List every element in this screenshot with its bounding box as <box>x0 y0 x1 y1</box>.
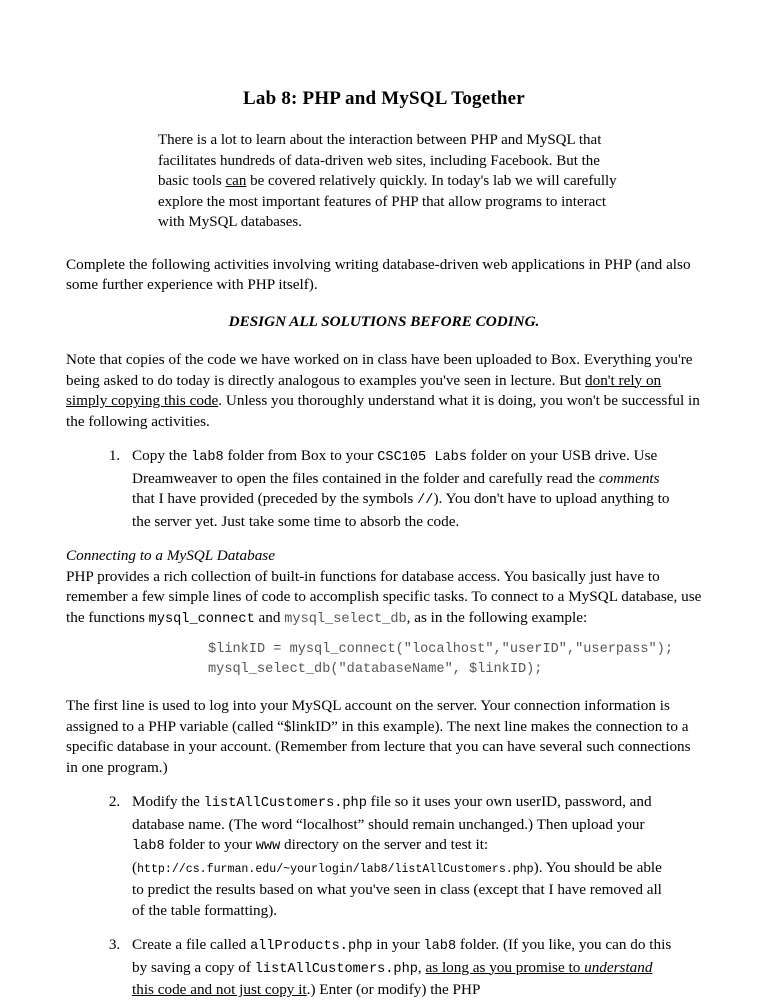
intro-text-part2: be covered relatively quickly. In today's lab we will carefully explore the most important features of PHP that allow programs to interact with MySQL databases. <box>158 173 617 230</box>
task1-text-1: Copy the <box>132 447 192 464</box>
list-item-task-1 <box>124 446 672 532</box>
task2-code-listallcustomers: listAllCustomers.php <box>203 796 367 811</box>
task3-text-4: , <box>417 958 426 976</box>
task2-text-5: ). You should be able to predict the results based on what you've seen in class (except that I have removed all of the table formatting). <box>132 858 662 919</box>
task2-url[interactable]: http://cs.furman.edu/~yourlogin/lab8/listAllCustomers.php <box>137 862 534 876</box>
task1-text-4: that I have provided (preceded by the symbols <box>132 490 418 507</box>
task3-underline-2: this code and not just copy it <box>132 981 307 998</box>
task2-code-lab8: lab8 <box>132 839 165 854</box>
task1-text-2: folder from Box to your <box>223 447 378 464</box>
first-line-explanation-paragraph: The first line is used to log into your MySQL account on the server. Your connection information is assigned to a PHP variable (called “$linkID” in this example). The next line makes the connection to a specific database in your account. (Remember from lecture that you can have several such connections in one program.) <box>66 697 691 776</box>
task3-code-listallcustomers: listAllCustomers.php <box>254 961 418 977</box>
task1-italic-comments: comments <box>598 469 660 487</box>
section-heading-connecting: Connecting to a MySQL Database <box>66 547 275 564</box>
php-text-3: , as in the following example: <box>406 608 588 626</box>
code-line-2: mysql_select_db("databaseName", $linkID); <box>208 662 543 677</box>
task3-code-lab8: lab8 <box>423 939 457 954</box>
complete-activities-paragraph: Complete the following activities involving writing database-driven web applications in PHP (and also some further experience with PHP itself). <box>66 255 691 293</box>
code-line-1: $linkID = mysql_connect("localhost","userID","userpass"); <box>208 642 673 657</box>
list-item-task-2 <box>124 792 672 921</box>
task1-text-3: folder on your USB drive. Use Dreamweaver to open the files contained in the folder and carefully read the <box>132 447 658 487</box>
note-text-part1: Note that copies of the code we have worked on in class have been uploaded to Box. Everything you're being asked to do today is directly analogous to examples you've seen in lecture. But <box>66 351 693 389</box>
task3-text-2: in your <box>372 936 424 953</box>
task-list-2 <box>66 792 702 1001</box>
task3-text-3: folder. (If you like, you can do this by saving a copy of <box>132 936 672 976</box>
design-notice: DESIGN ALL SOLUTIONS BEFORE CODING. <box>228 312 540 330</box>
task3-text-5: .) Enter (or modify) the PHP <box>306 981 481 998</box>
task3-code-allproducts: allProducts.php <box>250 939 373 954</box>
php-text-1: PHP provides a rich collection of built-in functions for database access. You basically just have to remember a few simple lines of code to accomplish specific tasks. To connect to a MySQL database, use the functions <box>66 567 702 626</box>
note-paragraph <box>66 350 702 432</box>
task1-code-slashes: // <box>417 493 434 508</box>
task1-text-5: ). You don't have to upload anything to the server yet. Just take some time to absorb the code. <box>132 490 670 530</box>
list-item-task-3 <box>124 935 672 1001</box>
task1-code-csc105: CSC105 Labs <box>377 450 467 465</box>
php-code-mysql-select-db: mysql_select_db <box>284 611 407 627</box>
intro-emphasis: can <box>225 173 247 189</box>
task3-underline-italic: understand <box>584 958 653 976</box>
task2-text-1: Modify the <box>132 793 204 810</box>
task3-text-1: Create a file called <box>132 936 251 953</box>
note-emphasis: don't rely on simply copying this code <box>66 371 662 409</box>
intro-paragraph <box>158 130 618 233</box>
task3-underline-1: as long as you promise to <box>425 958 585 976</box>
task-list-1 <box>66 446 702 532</box>
intro-text-part1: There is a lot to learn about the interaction between PHP and MySQL that facilitates hundreds of data-driven web sites, including Facebook. But the basic tools <box>158 132 602 189</box>
page-title: Lab 8: PHP and MySQL Together <box>243 88 525 109</box>
task1-code-lab8: lab8 <box>191 450 224 465</box>
php-functions-paragraph <box>66 567 702 631</box>
task2-text-2: file so it uses your own userID, password, and database name. (The word “localhost” should remain unchanged.) Then upload your <box>132 793 652 833</box>
task2-code-www: www <box>255 839 281 854</box>
php-text-2: and <box>254 608 285 626</box>
php-code-mysql-connect: mysql_connect <box>148 611 255 627</box>
task2-text-4: directory on the server and test it: ( <box>132 836 489 876</box>
task2-text-3: folder to your <box>164 836 256 853</box>
code-sample-block <box>208 640 702 680</box>
note-text-part2: . Unless you thoroughly understand what it is doing, you won't be successful in the following activities. <box>66 392 700 430</box>
